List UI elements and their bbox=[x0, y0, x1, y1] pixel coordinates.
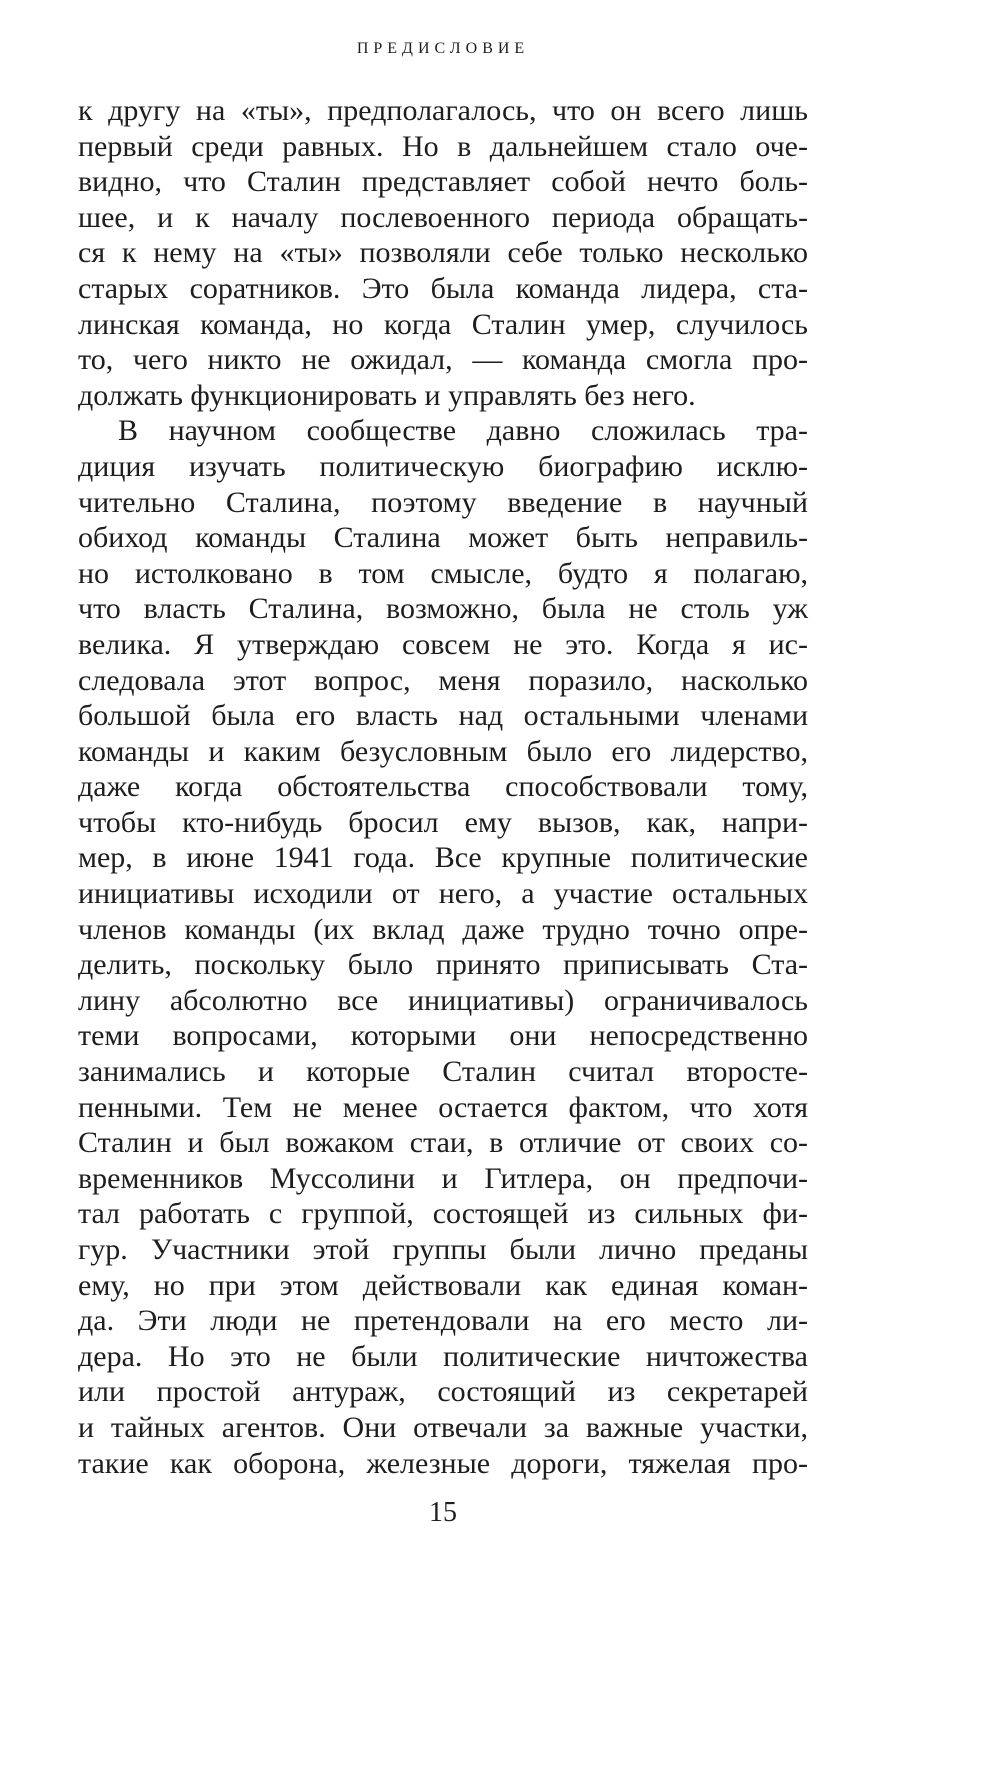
text-line: команды и каким безусловным было его лидерство, bbox=[78, 734, 808, 768]
text-line: тал работать с группой, состоящей из сильных фи- bbox=[78, 1197, 808, 1231]
text-line: видно, что Сталин представляет собой нечто боль- bbox=[78, 165, 808, 199]
text-line: следовала этот вопрос, меня поразило, насколько bbox=[78, 663, 808, 697]
text-line: ся к нему на «ты» позволяли себе только несколько bbox=[78, 236, 808, 270]
text-line: что власть Сталина, возможно, была не столь уж bbox=[78, 592, 808, 626]
paragraph bbox=[78, 413, 808, 1481]
text-line: занимались и которые Сталин считал второсте- bbox=[78, 1055, 808, 1089]
body-text bbox=[78, 93, 808, 1481]
text-line: Сталин и был вожаком стаи, в отличие от своих со- bbox=[78, 1126, 808, 1160]
text-line: инициативы исходили от него, а участие остальных bbox=[78, 877, 808, 911]
text-line: велика. Я утверждаю совсем не это. Когда я ис- bbox=[78, 627, 808, 661]
text-line: чительно Сталина, поэтому введение в научный bbox=[78, 485, 808, 519]
text-line: теми вопросами, которыми они непосредственно bbox=[78, 1019, 808, 1053]
text-line: мер, в июне 1941 года. Все крупные политические bbox=[78, 841, 808, 875]
text-line: и тайных агентов. Они отвечали за важные участки, bbox=[78, 1410, 808, 1444]
text-line: дера. Но это не были политические ничтожества bbox=[78, 1339, 808, 1373]
text-line: чтобы кто-нибудь бросил ему вызов, как, напри- bbox=[78, 805, 808, 839]
text-line: даже когда обстоятельства способствовали тому, bbox=[78, 770, 808, 804]
text-line: да. Эти люди не претендовали на его место ли- bbox=[78, 1304, 808, 1338]
page-number: 15 bbox=[429, 1497, 457, 1528]
text-line: В научном сообществе давно сложилась тра- bbox=[118, 414, 808, 448]
text-line: членов команды (их вклад даже трудно точно опре- bbox=[78, 912, 808, 946]
text-line: должать функционировать и управлять без него. bbox=[78, 378, 696, 412]
text-line: лину абсолютно все инициативы) ограничивалось bbox=[78, 983, 808, 1017]
text-line: к другу на «ты», предполагалось, что он всего лишь bbox=[78, 94, 808, 127]
text-line: ему, но при этом действовали как единая коман- bbox=[78, 1268, 808, 1302]
text-line: делить, поскольку было принято приписывать Ста- bbox=[78, 948, 808, 982]
text-line: шее, и к началу послевоенного периода обращать- bbox=[78, 200, 808, 234]
text-line: старых соратников. Это была команда лидера, ста- bbox=[78, 271, 808, 305]
text-line: обиход команды Сталина может быть неправиль- bbox=[78, 521, 808, 555]
running-header: ПРЕДИСЛОВИЕ bbox=[356, 40, 530, 57]
text-line: то, чего никто не ожидал, — команда смогла про- bbox=[78, 343, 808, 377]
text-line: такие как оборона, железные дороги, тяжелая про- bbox=[78, 1446, 808, 1480]
text-line: диция изучать политическую биографию исклю- bbox=[78, 449, 808, 483]
paragraph bbox=[78, 93, 808, 413]
text-line: гур. Участники этой группы были лично преданы bbox=[78, 1233, 808, 1266]
text-line: большой была его власть над остальными членами bbox=[78, 699, 808, 733]
text-line: первый среди равных. Но в дальнейшем стало оче- bbox=[78, 129, 808, 163]
text-line: линская команда, но когда Сталин умер, случилось bbox=[78, 307, 808, 341]
text-line: но истолковано в том смысле, будто я полагаю, bbox=[78, 556, 808, 590]
text-line: временников Муссолини и Гитлера, он предпочи- bbox=[78, 1161, 808, 1195]
text-line: пенными. Тем не менее остается фактом, что хотя bbox=[78, 1090, 808, 1124]
text-line: или простой антураж, состоящий из секретарей bbox=[78, 1375, 808, 1409]
